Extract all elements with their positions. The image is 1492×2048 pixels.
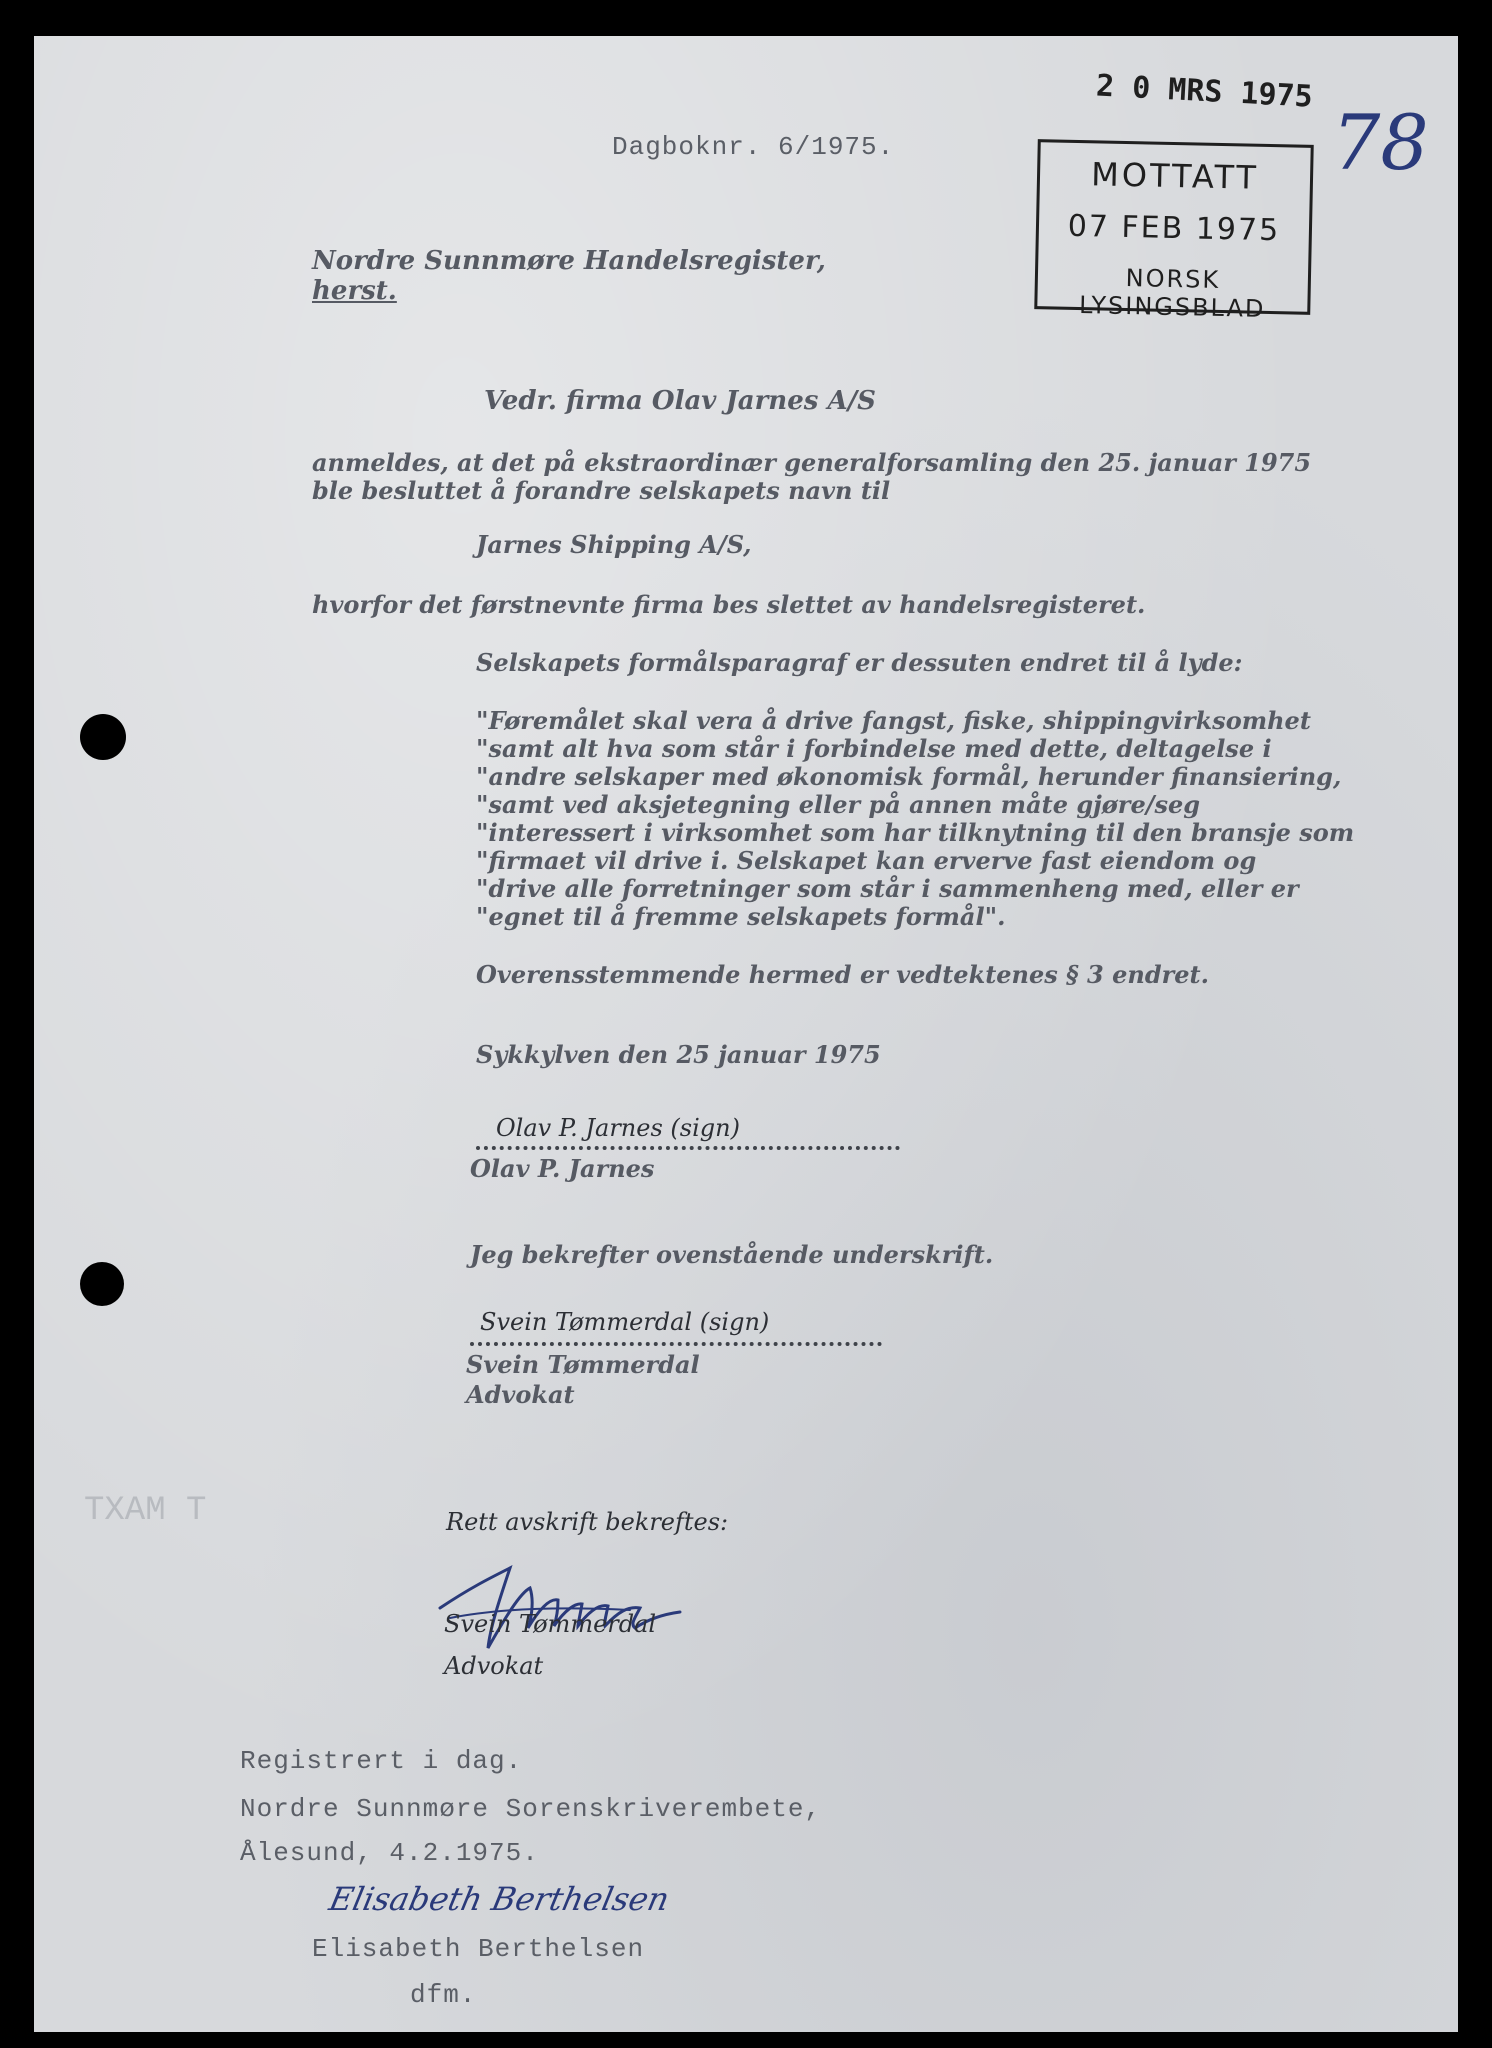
quote-line: "samt alt hva som står i forbindelse med dette, deltagelse i: [476, 734, 1272, 763]
registration-signer-title: dfm.: [410, 1980, 477, 2010]
received-date-stamp: 2 0 MRS 1975: [1095, 68, 1314, 115]
para4: Overensstemmende hermed er vedtektenes § 3 endret.: [476, 960, 1209, 989]
subject-line: Vedr. firma Olav Jarnes A/S: [484, 386, 876, 416]
signature2-typed-sign: Svein Tømmerdal (sign): [480, 1308, 770, 1336]
signature1-dotted-line: [476, 1146, 900, 1150]
quote-line: "andre selskaper med økonomisk formål, herunder finansiering,: [476, 762, 1342, 791]
registration-line3: Ålesund, 4.2.1975.: [240, 1838, 539, 1868]
quote-line: "interessert i virksomhet som har tilknytning til den bransje som: [476, 818, 1355, 847]
registration-line2: Nordre Sunnmøre Sorenskriverembete,: [240, 1794, 822, 1824]
received-stamp: [1034, 139, 1313, 323]
signature1-typed-sign: Olav P. Jarnes (sign): [496, 1114, 740, 1142]
recipient-line1: Nordre Sunnmøre Handelsregister,: [312, 246, 826, 276]
signature1-name: Olav P. Jarnes: [470, 1154, 655, 1183]
quote-line: "egnet til å fremme selskapets formål".: [476, 902, 1006, 931]
para3: Selskapets formålsparagraf er dessuten endret til å lyde:: [476, 648, 1243, 677]
punch-hole-bottom: [80, 1262, 124, 1306]
quote-line: "samt ved aksjetegning eller på annen måte gjøre/seg: [476, 790, 1201, 819]
stamp-org: NORSK LYSINGSBLAD: [1078, 264, 1266, 323]
registration-signer-name: Elisabeth Berthelsen: [312, 1934, 645, 1964]
document-page: [34, 36, 1458, 2032]
handwritten-file-number: 78: [1332, 98, 1429, 187]
show-through-stamp: TXAM T: [84, 1492, 207, 1530]
para1-line2: ble besluttet å forandre selskapets navn til: [312, 476, 891, 505]
copy-confirm-text: Rett avskrift bekreftes:: [446, 1508, 729, 1536]
registration-handwritten-signature: Elisabeth Berthelsen: [325, 1880, 673, 1918]
signature2-dotted-line: [470, 1342, 882, 1346]
punch-hole-top: [80, 714, 126, 760]
quote-line: "drive alle forretninger som står i sammenheng med, eller er: [476, 874, 1299, 903]
signature3-name: Svein Tømmerdal: [444, 1610, 657, 1638]
recipient-line2: herst.: [312, 276, 397, 306]
handwritten-signature-svein: [430, 1548, 690, 1658]
registration-line1: Registrert i dag.: [240, 1746, 523, 1776]
signature3-title: Advokat: [444, 1652, 544, 1680]
quote-line: "Føremålet skal vera å drive fangst, fiske, shippingvirksomhet: [476, 706, 1311, 735]
place-date: Sykkylven den 25 januar 1975: [476, 1040, 881, 1069]
new-company-name: Jarnes Shipping A/S,: [476, 530, 752, 559]
confirm-text: Jeg bekrefter ovenstående underskrift.: [470, 1240, 994, 1269]
stamp-date: 07 FEB 1975: [1067, 208, 1281, 249]
signature2-title: Advokat: [466, 1380, 575, 1409]
para2: hvorfor det førstnevnte firma bes slettet av handelsregisteret.: [312, 590, 1146, 619]
dagboknr: Dagboknr. 6/1975.: [612, 132, 895, 162]
stamp-title: MOTTATT: [1090, 155, 1260, 197]
signature2-name: Svein Tømmerdal: [466, 1350, 700, 1379]
para1-line1: anmeldes, at det på ekstraordinær generalforsamling den 25. januar 1975: [312, 448, 1312, 477]
quote-line: "firmaet vil drive i. Selskapet kan erverve fast eiendom og: [476, 846, 1257, 875]
